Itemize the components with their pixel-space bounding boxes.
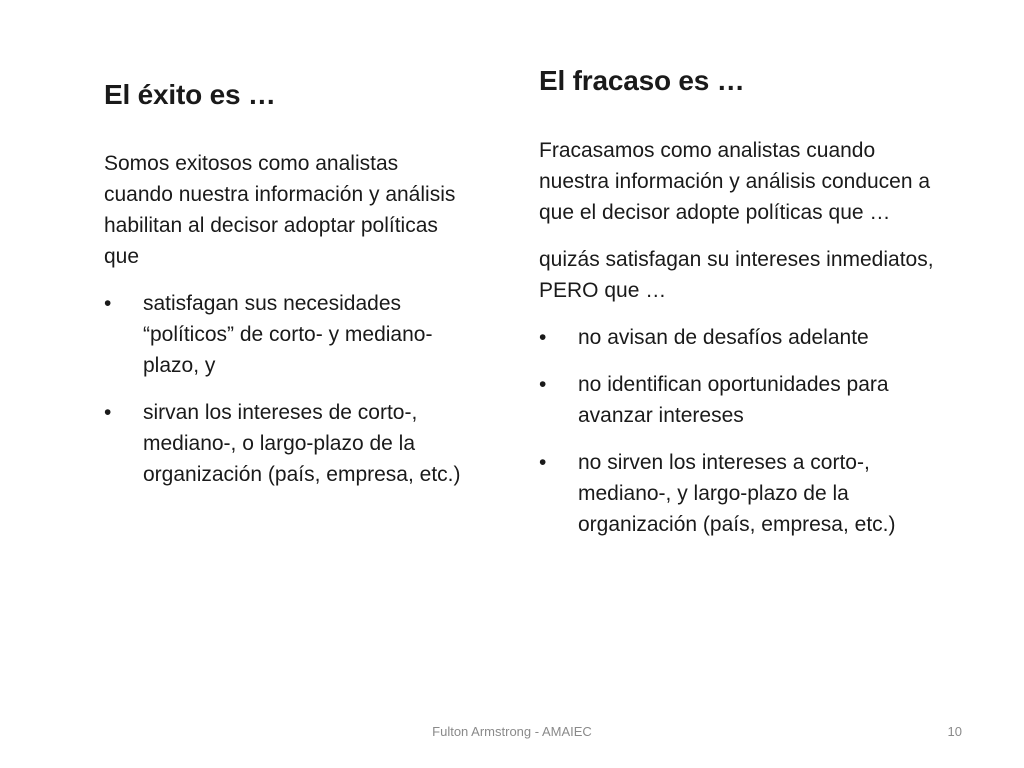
success-bullet-item xyxy=(104,397,464,490)
bullet-icon: • xyxy=(539,325,547,349)
success-bullet-list xyxy=(104,288,464,490)
bullet-icon: • xyxy=(104,400,112,424)
success-column xyxy=(104,78,464,506)
failure-bullet-item xyxy=(539,369,939,431)
failure-bullet-text: no avisan de desafíos adelante xyxy=(578,325,869,349)
failure-bullet-item xyxy=(539,447,939,540)
success-bullet-item xyxy=(104,288,464,381)
bullet-icon: • xyxy=(104,291,112,315)
failure-intro: Fracasamos como analistas cuando nuestra información y análisis conducen a que el decisor adopte políticas que … xyxy=(539,138,931,224)
failure-heading: El fracaso es … xyxy=(539,65,745,96)
footer-author: Fulton Armstrong - AMAIEC xyxy=(432,724,592,739)
page-number: 10 xyxy=(947,724,962,739)
success-bullet-text: satisfagan sus necesidades “políticos” de corto- y mediano-plazo, y xyxy=(143,291,433,377)
failure-bullet-text: no identifican oportunidades para avanzar intereses xyxy=(578,372,889,427)
success-bullet-text: sirvan los intereses de corto-, mediano-, o largo-plazo de la organización (país, empresa, etc.) xyxy=(143,400,461,486)
failure-bullet-text: no sirven los intereses a corto-, mediano-, y largo-plazo de la organización (país, empresa, etc.) xyxy=(578,450,896,536)
failure-bullet-list xyxy=(539,322,939,540)
failure-intro-continued: quizás satisfagan su intereses inmediatos, PERO que … xyxy=(539,247,934,302)
success-heading: El éxito es … xyxy=(104,79,276,110)
success-intro: Somos exitosos como analistas cuando nuestra información y análisis habilitan al decisor adoptar políticas que xyxy=(104,151,456,268)
failure-bullet-item xyxy=(539,322,939,353)
bullet-icon: • xyxy=(539,450,547,474)
bullet-icon: • xyxy=(539,372,547,396)
failure-column xyxy=(539,64,939,556)
